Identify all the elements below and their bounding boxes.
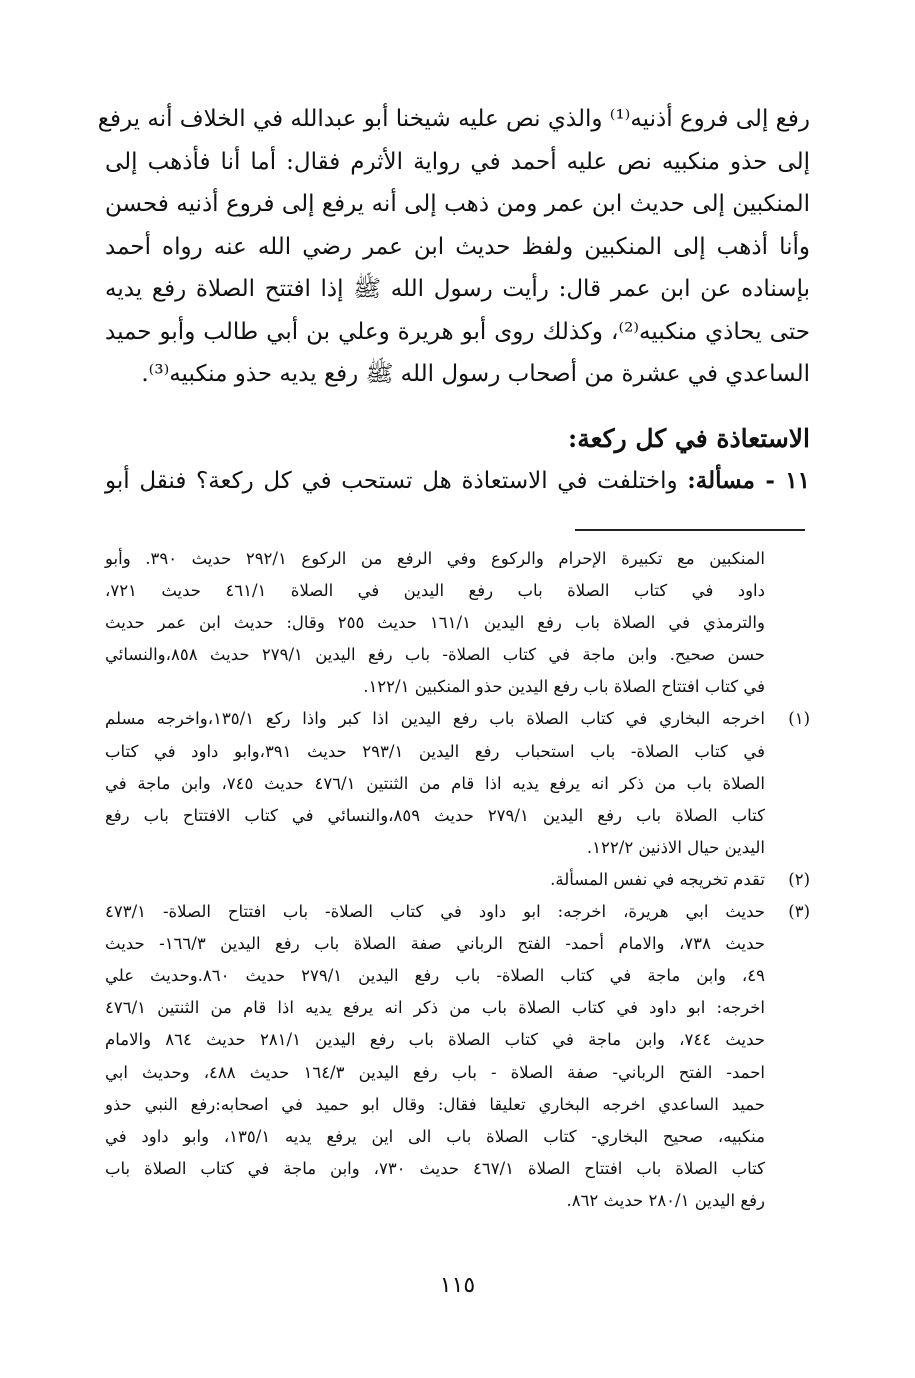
footnote-line: كتاب الصلاة باب افتتاح الصلاة ٤٦٧/١ حديث ٧٣٠، وابن ماجة في كتاب الصلاة باب (105, 1158, 766, 1178)
footnote-line: كتاب الصلاة باب رفع اليدين ٢٧٩/١ حديث ٨٥٩،والنسائي في كتاب الافتتاح باب رفع (105, 805, 765, 825)
footnote-line: في كتاب الصلاة- باب استحباب رفع اليدين ٢٩٣/١ حديث ٣٩١،وابو داود في كتاب (105, 741, 765, 761)
main-text-line: وأنا أذهب إلى المنكبين ولفظ حديث ابن عمر رضي الله عنه رواه أحمد (105, 233, 810, 260)
footnote-line: حديث ٧٤٤، وابن ماجة في كتاب الصلاة باب رفع اليدين ٢٨١/١ حديث ٨٦٤ والامام (105, 1030, 765, 1050)
main-text-line: إلى حذو منكبيه نص عليه أحمد في رواية الأثرم فقال: أما أنا فأذهب إلى (105, 148, 810, 175)
footnote-continuation (105, 543, 810, 703)
footnote-line: حديث ابي هريرة، اخرجه: ابو داود في كتاب الصلاة- باب افتتاح الصلاة- ٤٧٣/١ (105, 902, 765, 922)
footnote-line: حديث ٧٣٨، والامام أحمد- الفتح الرباني صفة الصلاة باب رفع اليدين ١٦٦/٣- حديث (105, 934, 765, 954)
footnote-line: اخرجه البخاري في كتاب الصلاة باب رفع اليدين اذا كبر واذا ركع ١٣٥/١،واخرجه مسلم (105, 709, 765, 729)
problem-text: واختلفت في الاستعاذة هل تستحب في كل ركعة؟ فنقل أبو (105, 468, 678, 494)
footnote-number: (٣) (788, 902, 810, 922)
footnote-separator (575, 529, 805, 531)
main-text-line: الساعدي في عشرة من أصحاب رسول الله ﷺ رفع يديه حذو منكبيه⁽³⁾. (141, 361, 810, 387)
footnote-line: والترمذي في الصلاة باب رفع اليدين ١٦١/١ حديث ٢٥٥ وقال: حديث ابن عمر حديث (105, 613, 765, 633)
footnote-line: اخرجه: ابو داود في كتاب الصلاة باب من ذكر انه يرفع يديه اذا قام من الثنتين ٤٧٦/١ (105, 998, 765, 1018)
footnote-line: داود في كتاب الصلاة باب رفع اليدين في الصلاة ٤٦١/١ حديث ٧٢١، (105, 581, 765, 601)
problem-line (105, 460, 810, 502)
footnote-line: المنكبين مع تكبيرة الإحرام والركوع وفي الرفع من الركوع ٢٩٢/١ حديث ٣٩٠. وأبو (105, 549, 765, 568)
page-number: ١١٥ (439, 1273, 476, 1298)
footnotes-section (105, 543, 810, 1217)
footnote-line: في كتاب افتتاح الصلاة باب رفع اليدين حذو المنكبين ١٢٢/١. (363, 677, 765, 697)
footnote-line: ٤٩، وابن ماجة في كتاب الصلاة- باب رفع اليدين ٢٧٩/١ حديث ٨٦٠.وحديث علي (105, 966, 765, 986)
section-heading: الاستعاذة في كل ركعة: (567, 424, 810, 453)
footnote-line: اليدين حيال الاذنين ١٢٢/٢. (586, 837, 765, 857)
footnote-number: (٢) (788, 869, 810, 889)
footnote-1 (105, 703, 810, 863)
problem-label: ١١ - مسألة: (687, 467, 810, 494)
footnote-line: الصلاة باب من ذكر انه يرفع يديه اذا قام من الثنتين ٤٧٦/١ حديث ٧٤٥، وابن ماجة في (105, 773, 765, 793)
main-text-line: حتى يحاذي منكبيه⁽²⁾، وكذلك روى أبو هريرة وعلي بن أبي طالب وأبو حميد (105, 318, 810, 345)
main-text-line: رفع إلى فروع أذنيه⁽¹⁾ والذي نص عليه شيخنا أبو عبدالله في الخلاف أنه يرفع (97, 106, 810, 132)
footnote-line: حسن صحيح. وابن ماجة في كتاب الصلاة- باب رفع اليدين ٢٧٩/١ حديث ٨٥٨،والنسائي (105, 645, 765, 665)
footnote-line: رفع اليدين ٢٨٠/١ حديث ٨٦٢. (566, 1190, 765, 1210)
main-text-line: بإسناده عن ابن عمر قال: رأيت رسول الله ﷺ إذا افتتح الصلاة رفع يديه (105, 276, 810, 302)
footnote-line: احمد- الفتح الرباني- صفة الصلاة - باب رفع اليدين ١٦٤/٣ حديث ٤٨٨، وحديث ابي (105, 1062, 765, 1082)
footnote-3 (105, 896, 810, 1217)
footnote-number: (١) (788, 709, 810, 729)
footnote-line: منكبيه، صحيح البخاري- كتاب الصلاة باب الى اين يرفع يديه ١٣٥/١، وابو داود في (105, 1126, 765, 1146)
main-text-line: المنكبين إلى حديث ابن عمر ومن ذهب إلى أنه يرفع إلى فروع أذنيه فحسن (105, 191, 810, 217)
footnote-line: حميد الساعدي اخرجه البخاري تعليقا فقال: وقال ابو حميد في اصحابه:رفع النبي حذو (105, 1094, 765, 1114)
footnote-2 (105, 864, 810, 896)
main-text-block (97, 98, 810, 396)
footnote-line: تقدم تخريجه في نفس المسألة. (550, 869, 765, 889)
